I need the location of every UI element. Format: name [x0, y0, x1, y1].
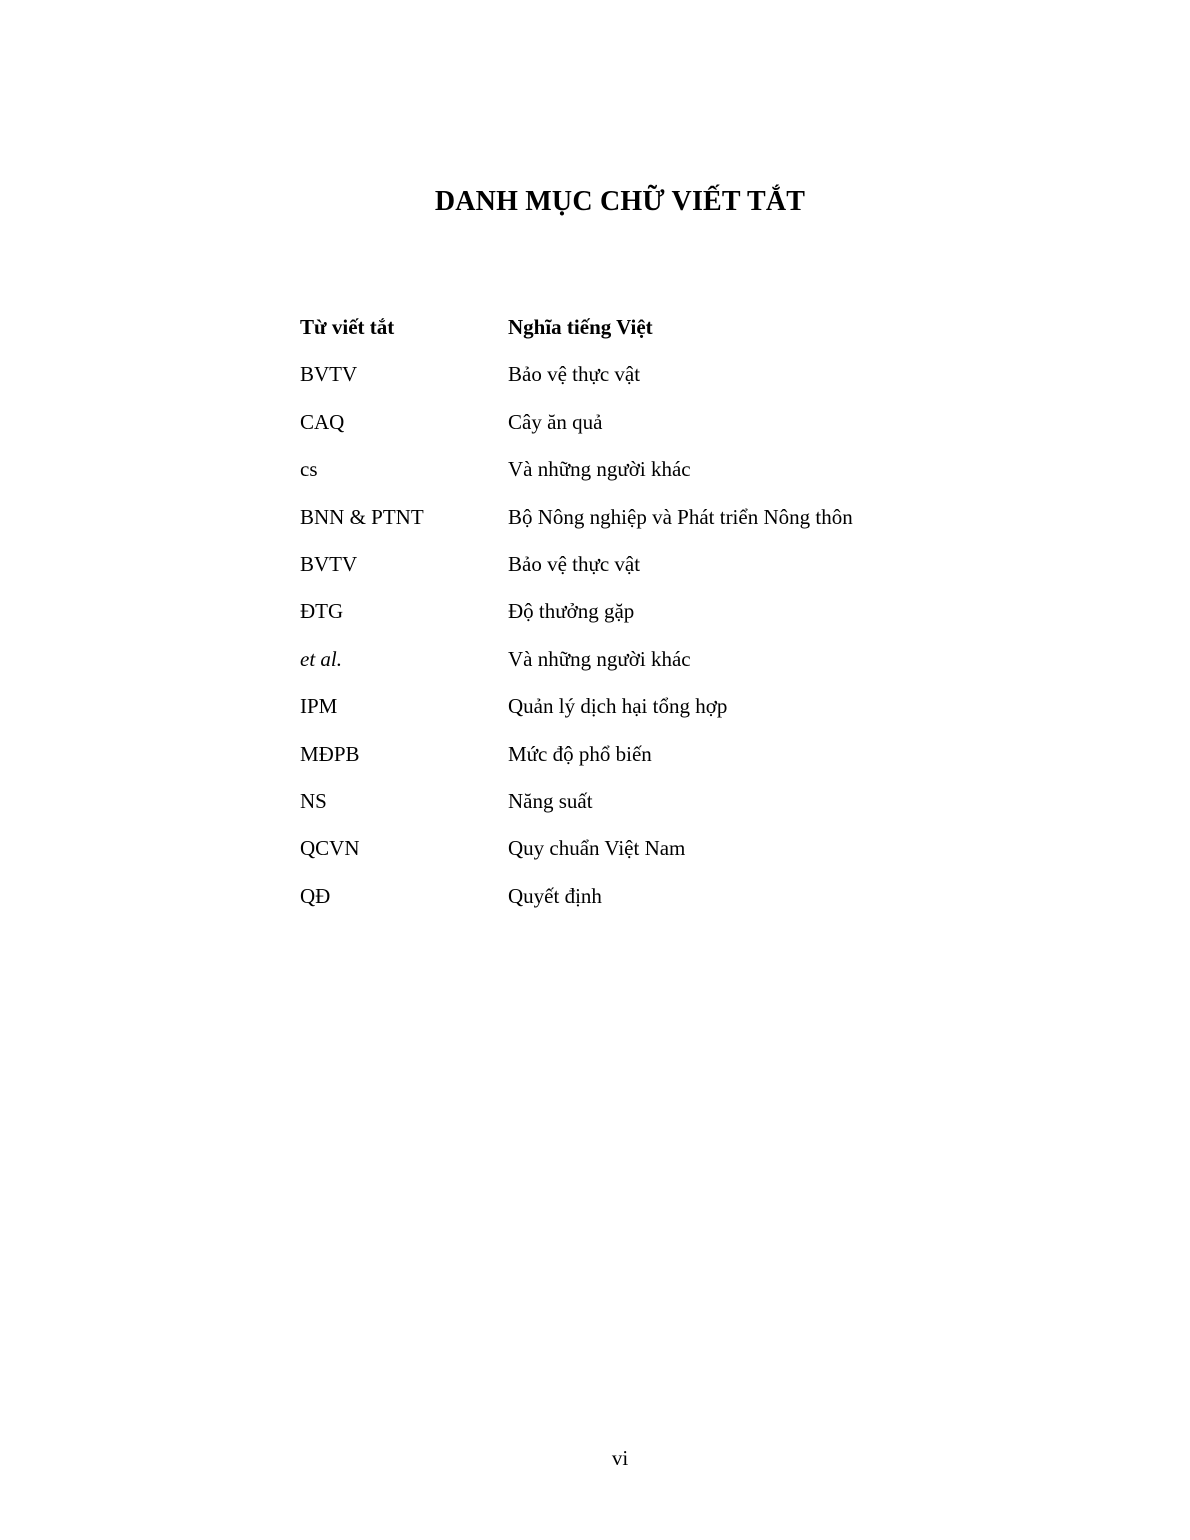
table-row: [300, 592, 940, 639]
table-row: [300, 403, 940, 450]
meaning-cell: Mức độ phổ biến: [508, 741, 652, 766]
header-abbreviation: Từ viết tắt: [300, 315, 395, 339]
abbreviation-cell: QCVN: [300, 836, 360, 861]
table-row: [300, 877, 940, 924]
abbreviation-cell: MĐPB: [300, 741, 360, 766]
table-row: [300, 735, 940, 782]
abbreviation-cell: et al.: [300, 646, 342, 671]
table-row: [300, 640, 940, 687]
meaning-cell: Quy chuẩn Việt Nam: [508, 836, 686, 861]
table-header-row: [300, 308, 940, 355]
meaning-cell: Năng suất: [508, 788, 593, 813]
meaning-cell: Và những người khác: [508, 457, 691, 482]
abbreviation-cell: NS: [300, 788, 327, 813]
abbreviation-cell: CAQ: [300, 409, 345, 434]
meaning-cell: Độ thưởng gặp: [508, 599, 635, 624]
abbreviation-cell: ĐTG: [300, 599, 344, 624]
header-meaning: Nghĩa tiếng Việt: [508, 315, 653, 339]
table-row: [300, 498, 940, 545]
table-row: [300, 355, 940, 402]
table-row: [300, 450, 940, 497]
table-row: [300, 545, 940, 592]
abbreviation-cell: IPM: [300, 694, 338, 719]
page-number: vi: [611, 1446, 629, 1470]
meaning-cell: Quản lý dịch hại tổng hợp: [508, 694, 728, 719]
abbreviation-cell: BVTV: [300, 362, 358, 387]
abbreviation-table: [300, 308, 940, 924]
meaning-cell: Quyết định: [508, 883, 602, 908]
meaning-cell: Cây ăn quả: [508, 409, 603, 434]
table-row: [300, 687, 940, 734]
table-row: [300, 829, 940, 876]
meaning-cell: Bảo vệ thực vật: [508, 362, 641, 387]
page-title: DANH MỤC CHỮ VIẾT TẮT: [434, 186, 806, 217]
abbreviation-cell: QĐ: [300, 883, 331, 908]
abbreviation-cell: BNN & PTNT: [300, 504, 424, 529]
table-row: [300, 782, 940, 829]
abbreviation-cell: BVTV: [300, 551, 358, 576]
meaning-cell: Bảo vệ thực vật: [508, 551, 641, 576]
abbreviation-cell: cs: [300, 457, 318, 482]
meaning-cell: Bộ Nông nghiệp và Phát triển Nông thôn: [508, 504, 853, 529]
meaning-cell: Và những người khác: [508, 646, 691, 671]
